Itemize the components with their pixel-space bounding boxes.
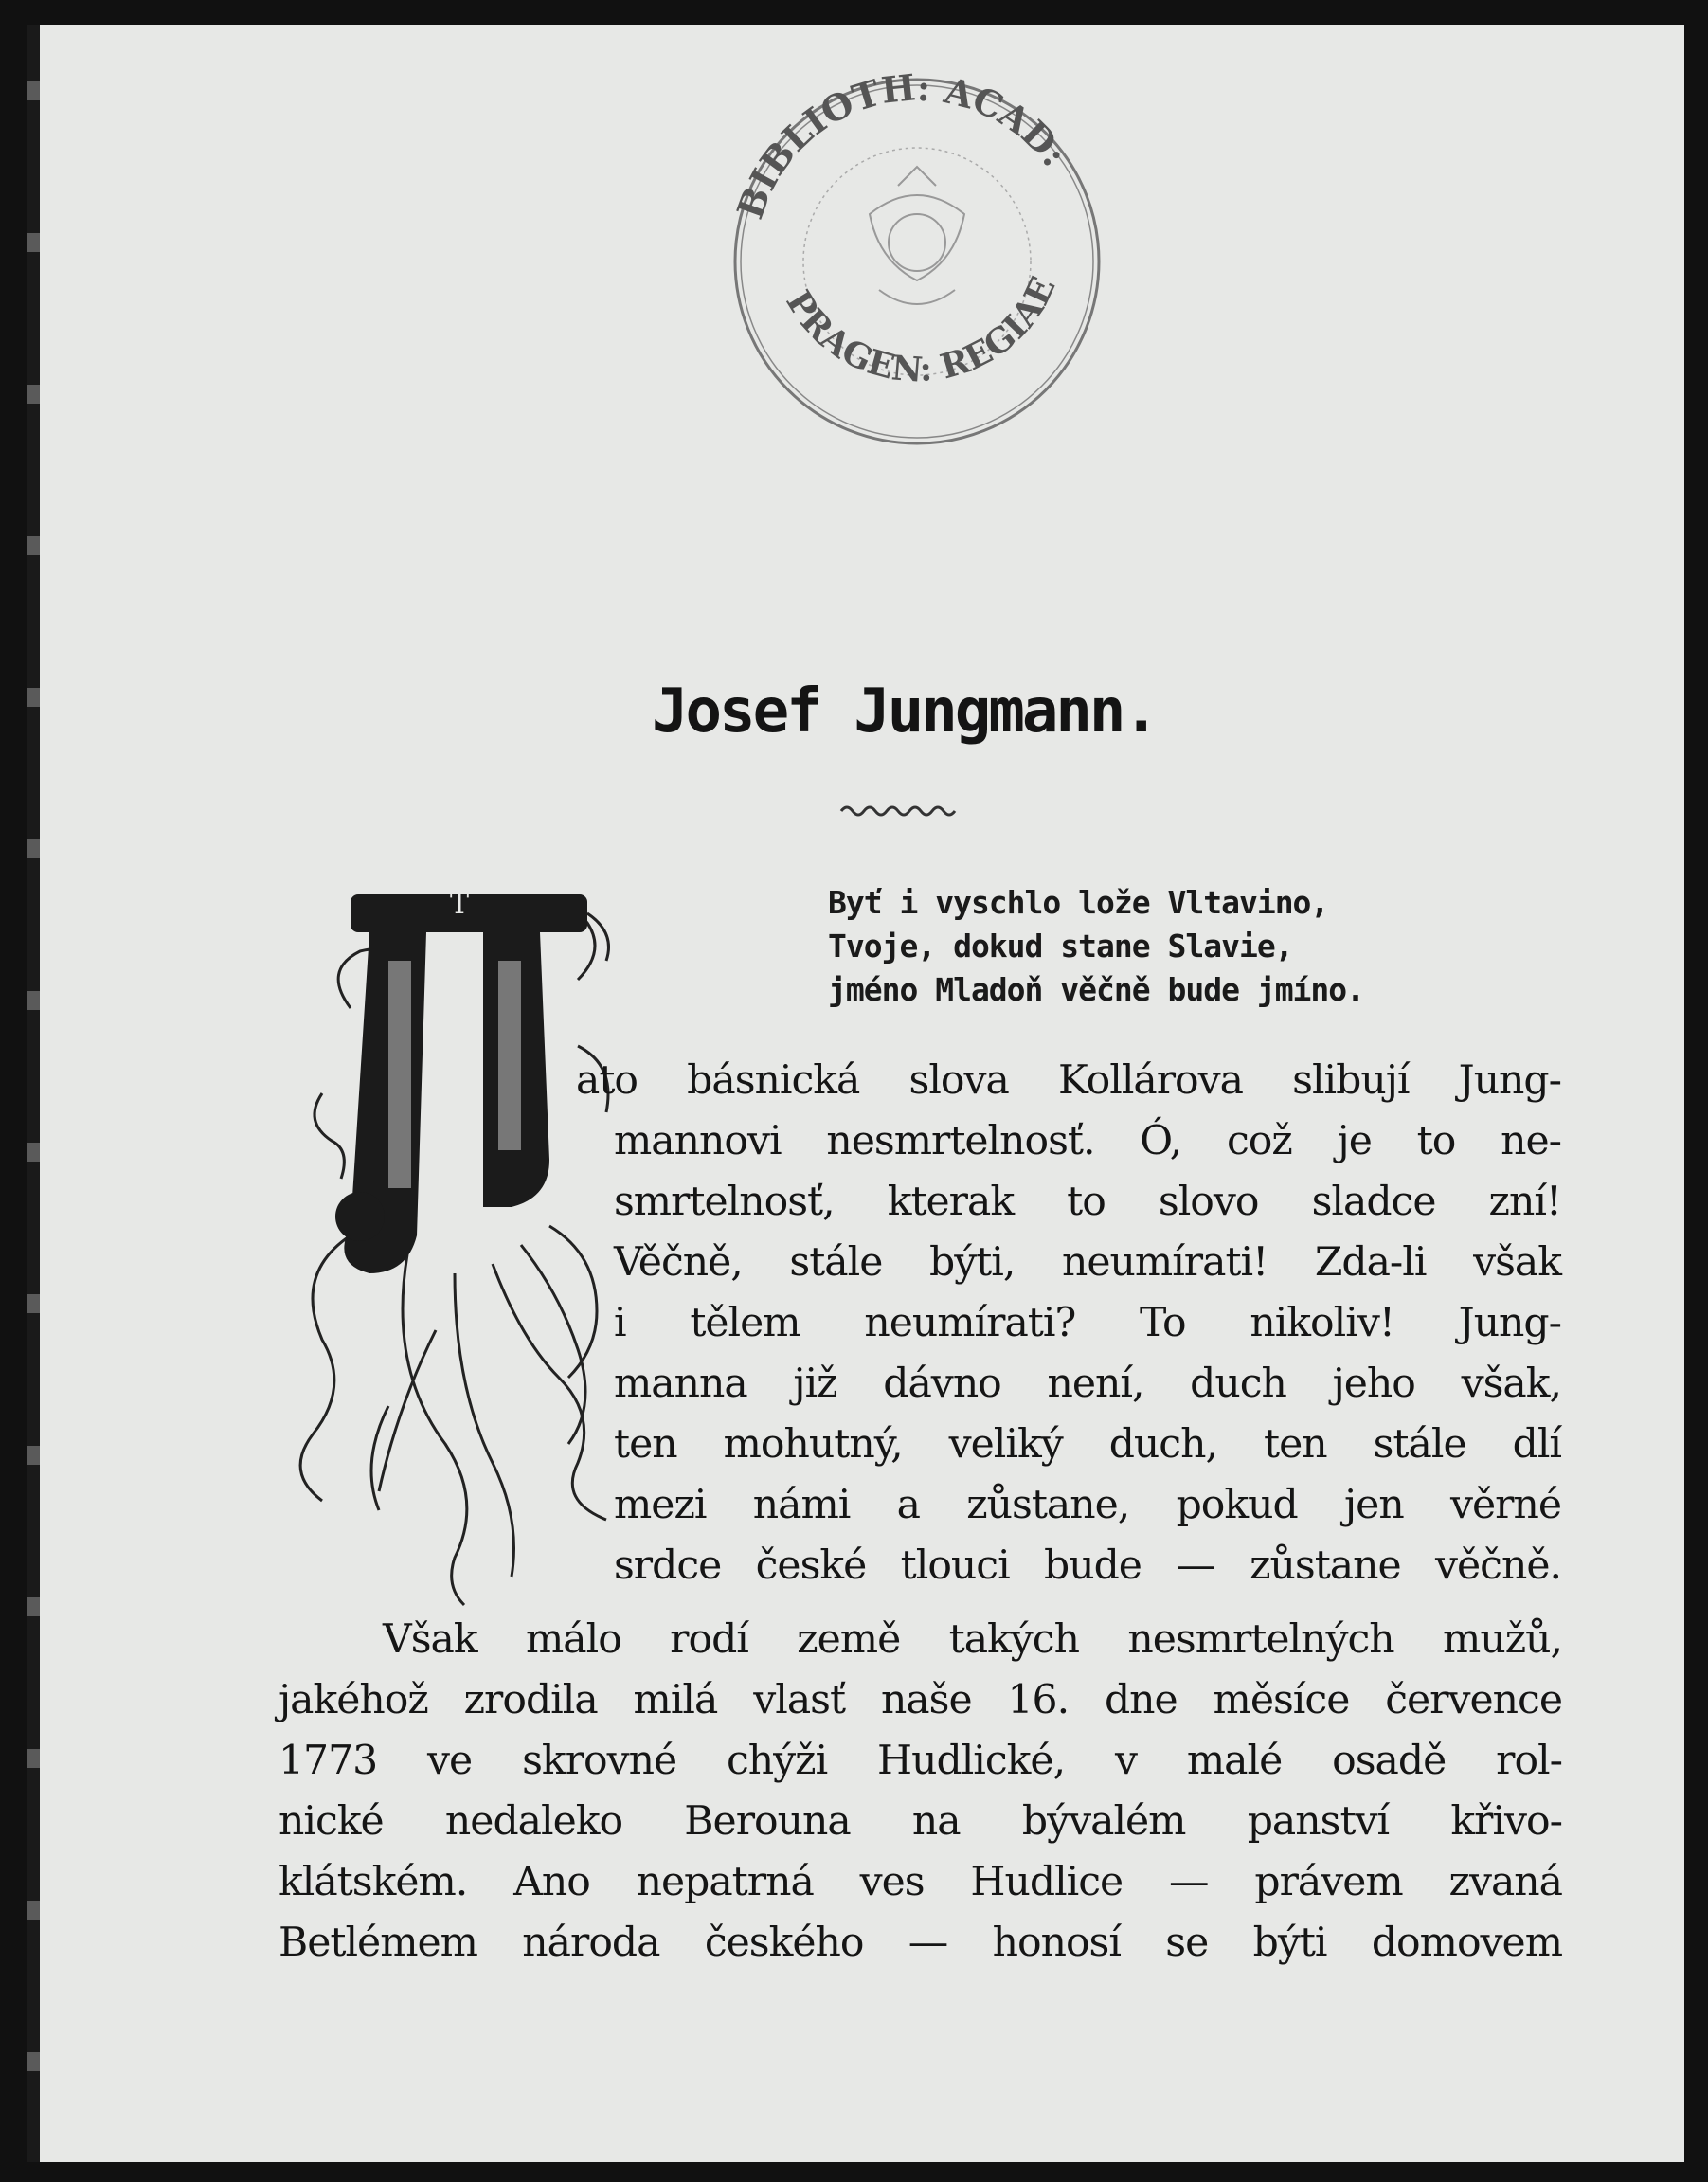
stamp-crest [870,167,964,304]
text-line: i tělem neumírati? To nikoliv! Jung- [614,1300,1561,1346]
text-line: mannovi nesmrtelnosť. Ó, což je to ne- [614,1118,1561,1164]
book-page [27,25,1684,2162]
decorative-initial [294,875,625,1614]
epigraph-line: jméno Mladoň věčně bude jmíno. [828,971,1365,1008]
text-line: 1773 ve skrovné chýži Hudlické, v malé osadě rol- [279,1738,1562,1784]
epigraph-line: Tvoje, dokud stane Slavie, [828,928,1293,965]
stamp-bottom-text: PRAGEN: REGIAE [778,270,1064,390]
binding-edge [27,25,40,2162]
text-line: nické nedaleko Berouna na bývalém panství křivo- [279,1798,1562,1845]
svg-text:PRAGEN: REGIAE [778,271,1063,390]
text-line: ato básnická slova Kollárova slibují Jung- [576,1057,1561,1104]
drop-cap-letter: T [449,888,470,921]
title-ornament [839,802,962,821]
text-line: smrtelnosť, kterak to slovo sladce zní! [614,1179,1561,1225]
stamp-top-text: BIBLIOTH: ACAD: [728,72,1076,225]
text-line: mezi námi a zůstane, pokud jen věrné [614,1482,1561,1528]
text-line: Však málo rodí země takých nesmrtelných mužů, [383,1616,1562,1663]
chapter-title: Josef Jungmann. [652,676,1157,747]
text-line: jakéhož zrodila milá vlasť naše 16. dne měsíce července [279,1677,1562,1723]
text-line: Věčně, stále býti, neumírati! Zda-li však [614,1239,1561,1286]
epigraph [828,881,1364,1012]
text-line: srdce české tlouci bude — zůstane věčně. [614,1542,1561,1589]
text-line: manna již dávno není, duch jeho však, [614,1361,1561,1407]
svg-text:BIBLIOTH: ACAD: [728,72,1076,225]
library-stamp [718,72,1116,451]
text-line: klátském. Ano nepatrná ves Hudlice — právem zvaná [279,1859,1562,1905]
epigraph-line: Byť i vyschlo lože Vltavino, [828,884,1329,921]
text-line: Betlémem národa českého — honosí se býti domovem [279,1920,1562,1966]
text-line: ten mohutný, veliký duch, ten stále dlí [614,1421,1561,1468]
